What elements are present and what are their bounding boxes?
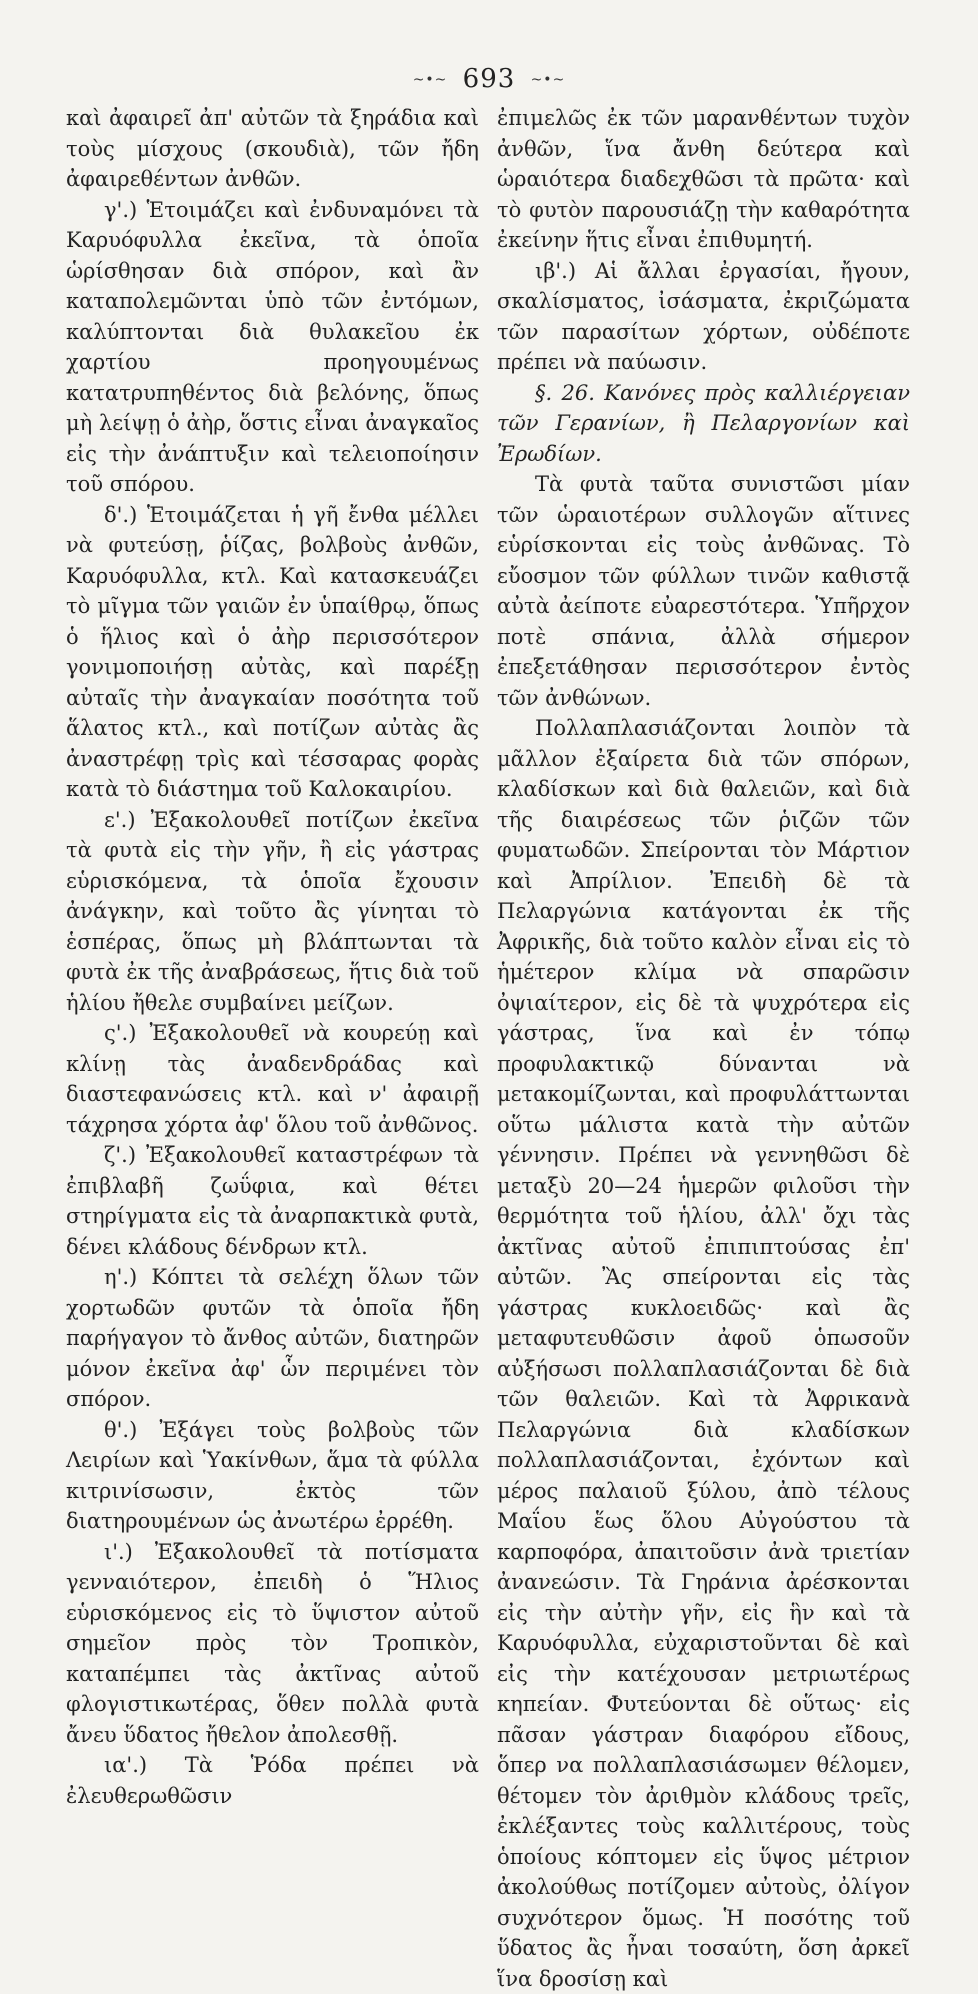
header-ornament-right: ~•~ bbox=[530, 72, 566, 88]
left-column bbox=[66, 103, 479, 1811]
paragraph-stigma: ς'.) Ἐξακολουθεῖ νὰ κουρεύῃ καὶ κλίνῃ τὰς ἀναδενδράδας καὶ διαστεφανώσεις κτλ. καὶ ν' ἀφαιρῇ τάχρησα χόρτα ἀφ' ὅλου τοῦ ἀνθῶνος. bbox=[66, 1021, 479, 1137]
paragraph: καὶ ἀφαιρεῖ ἀπ' αὐτῶν τὰ ξηράδια καὶ τοὺς μίσχους (σκουδιὰ), τῶν ἤδη ἀφαιρεθέντων ἀνθῶν. bbox=[66, 106, 479, 191]
paragraph: Τὰ φυτὰ ταῦτα συνιστῶσι μίαν τῶν ὡραιοτέρων συλλογῶν αἵτινες εὑρίσκονται εἰς τοὺς ἀνθῶνας. Τὸ εὔοσμον τῶν φύλλων τινῶν καθιστᾷ αὐτὰ ἀείποτε εὐαρεστότερα. Ὑπῆρχον ποτὲ σπάνια, ἀλλὰ σήμερον ἐπεξετάθησαν περισσότερον ἐντὸς τῶν ἀνθώνων. bbox=[497, 472, 910, 710]
section-heading: §. 26. Κανόνες πρὸς καλλιέργειαν τῶν Γερανίων, ἢ Πελαργονίων καὶ Ἐρωδίων. bbox=[497, 380, 910, 466]
paragraph-epsilon: ε'.) Ἐξακολουθεῖ ποτίζων ἐκεῖνα τὰ φυτὰ εἰς τὴν γῆν, ἢ εἰς γάστρας εὑρισκόμενα, τὰ ὁποῖα ἔχουσιν ἀνάγκην, καὶ τοῦτο ἂς γίνηται τὸ ἑσπέρας, ὅπως μὴ βλάπτωνται τὰ φυτὰ ἐκ τῆς ἀναβράσεως, ἥτις διὰ τοῦ ἡλίου ἤθελε συμβαίνει μείζων. bbox=[66, 807, 479, 1015]
paragraph-delta: δ'.) Ἑτοιμάζεται ἡ γῆ ἔνθα μέλλει νὰ φυτεύσῃ, ῥίζας, βολβοὺς ἀνθῶν, Καρυόφυλλα, κτλ. Καὶ κατασκευάζει τὸ μῖγμα τῶν γαιῶν ἐν ὑπαίθρῳ, ὅπως ὁ ἥλιος καὶ ὁ ἀὴρ περισσότερον γονιμοποιήσῃ αὐτὰς, καὶ παρέξῃ αὐταῖς τὴν ἀναγκαίαν ποσότητα τοῦ ἅλατος κτλ., καὶ ποτίζων αὐτὰς ἂς ἀναστρέφῃ τρὶς καὶ τέσσαρας φορὰς κατὰ τὸ διάστημα τοῦ Καλοκαιρίου. bbox=[66, 502, 479, 801]
paragraph-theta: θ'.) Ἐξάγει τοὺς βολβοὺς τῶν Λειρίων καὶ Ὑακίνθων, ἅμα τὰ φύλλα κιτρινίσωσιν, ἐκτὸς τῶν διατηρουμένων ὡς ἀνωτέρω ἐρρέθη. bbox=[66, 1417, 479, 1533]
paragraph-iota-alpha: ια'.) Τὰ Ῥόδα πρέπει νὰ ἐλευθερωθῶσιν bbox=[66, 1753, 479, 1808]
paragraph: Πολλαπλασιάζονται λοιπὸν τὰ μᾶλλον ἐξαίρετα διὰ τῶν σπόρων, κλαδίσκων καὶ διὰ θαλειῶν, καὶ διὰ τῆς διαιρέσεως τῶν ῥιζῶν τῶν φυματωδῶν. Σπείρονται τὸν Μάρτιον καὶ Ἀπρίλιον. Ἐπειδὴ δὲ τὰ Πελαργώνια κατάγονται ἐκ τῆς Ἀφρικῆς, διὰ τοῦτο καλὸν εἶναι εἰς τὸ ἡμέτερον κλίμα νὰ σπαρῶσιν ὀψιαίτερον, εἰς δὲ τὰ ψυχρότερα εἰς γάστρας, ἵνα καὶ ἐν τόπῳ προφυλακτικῷ δύνανται νὰ μετακομίζωνται, καὶ προφυλάττωνται οὕτω μάλιστα κατὰ τὴν αὐτῶν γέννησιν. Πρέπει νὰ γεννηθῶσι δὲ μεταξὺ 20—24 ἡμερῶν φιλοῦσι τὴν θερμότητα τοῦ ἡλίου, ἀλλ' ὄχι τὰς ἀκτῖνας αὐτοῦ ἐπιπιπτούσας ἐπ' αὐτῶν. Ἂς σπείρονται εἰς τὰς γάστρας κυκλοειδῶς· καὶ ἂς μεταφυτευθῶσιν ἀφοῦ ὁπωσοῦν αὐξήσωσι πολλαπλασιάζονται δὲ διὰ τῶν θαλειῶν. Καὶ τὰ Ἀφρικανὰ Πελαργώνια διὰ κλαδίσκων πολλαπλασιάζονται, ἐχόντων καὶ μέρος παλαιοῦ ξύλου, ἀπὸ τέλους Μαΐου ἕως ὅλου Αὐγούστου τὰ καρποφόρα, ἀπαιτοῦσιν ἀνὰ τριετίαν ἀνανεώσιν. Τὰ Γηράνια ἀρέσκονται εἰς τὴν αὐτὴν γῆν, εἰς ἣν καὶ τὰ Καρυόφυλλα, εὐχαριστοῦνται δὲ καὶ εἰς τὴν κατέχουσαν μετριωτέρως κηπείαν. Φυτεύονται δὲ οὕτως· εἰς πᾶσαν γάστραν διαφόρου εἴδους, ὅπερ να πολλαπλασιάσωμεν θέλομεν, θέτομεν τὸν ἀριθμὸν κλάδους τρεῖς, ἐκλέξαντες τοὺς καλλιτέρους, τοὺς ὁποίους κόπτομεν εἰς ὕψος μέτριον ἀκολούθως ποτίζομεν αὐτοὺς, ὀλίγον συχνότερον ὅμως. Ἡ ποσότης τοῦ ὕδατος ἂς ἦναι τοσαύτη, ὅση ἀρκεῖ ἵνα δροσίσῃ καὶ bbox=[497, 716, 910, 1991]
paragraph-gamma: γ'.) Ἑτοιμάζει καὶ ἐνδυναμόνει τὰ Καρυόφυλλα ἐκεῖνα, τὰ ὁποῖα ὡρίσθησαν διὰ σπόρον, καὶ ἂν καταπολεμῶνται ὑπὸ τῶν ἐντόμων, καλύπτονται διὰ θυλακεῖου ἐκ χαρτίου προηγουμένως κατατρυπηθέντος διὰ βελόνης, ὅπως μὴ λείψῃ ὁ ἀὴρ, ὅστις εἶναι ἀναγκαῖος εἰς τὴν ἀνάπτυξιν καὶ τελειοποίησιν τοῦ σπόρου. bbox=[66, 197, 479, 496]
right-column bbox=[497, 103, 910, 1994]
header-ornament-left: ~•~ bbox=[412, 72, 448, 88]
paragraph-eta: η'.) Κόπτει τὰ σελέχη ὅλων τῶν χορτωδῶν φυτῶν τὰ ὁποῖα ἤδη παρήγαγον τὸ ἄνθος αὐτῶν, διατηρῶν μόνον ἐκεῖνα ἀφ' ὧν περιμένει τὸν σπόρον. bbox=[66, 1265, 479, 1411]
page-header bbox=[0, 64, 978, 94]
page-number: 693 bbox=[462, 64, 516, 94]
paragraph: ἐπιμελῶς ἐκ τῶν μαρανθέντων τυχὸν ἀνθῶν, ἵνα ἄνθη δεύτερα καὶ ὡραιότερα διαδεχθῶσι τὰ πρῶτα· καὶ τὸ φυτὸν παρουσιάζῃ τὴν καθαρότητα ἐκείνην ἥτις εἶναι ἐπιθυμητή. bbox=[497, 106, 910, 252]
paragraph-zeta: ζ'.) Ἐξακολουθεῖ καταστρέφων τὰ ἐπιβλαβῆ ζωΰφια, καὶ θέτει στηρίγματα εἰς τὰ ἀναρπακτικὰ φυτὰ, δένει κλάδους δένδρων κτλ. bbox=[66, 1143, 479, 1259]
paragraph-iota: ι'.) Ἐξακολουθεῖ τὰ ποτίσματα γενναιότερον, ἐπειδὴ ὁ Ἥλιος εὑρισκόμενος εἰς τὸ ὕψιστον αὐτοῦ σημεῖον πρὸς τὸν Τροπικὸν, καταπέμπει τὰς ἀκτῖνας αὐτοῦ φλογιστικωτέρας, ὅθεν πολλὰ φυτὰ ἄνευ ὕδατος ἤθελον ἀπολεσθῇ. bbox=[66, 1539, 479, 1747]
paragraph-iota-beta: ιβ'.) Αἱ ἄλλαι ἐργασίαι, ἤγουν, σκαλίσματος, ἰσάσματα, ἐκριζώματα τῶν παρασίτων χόρτων, οὐδέποτε πρέπει νὰ παύωσιν. bbox=[497, 258, 910, 374]
